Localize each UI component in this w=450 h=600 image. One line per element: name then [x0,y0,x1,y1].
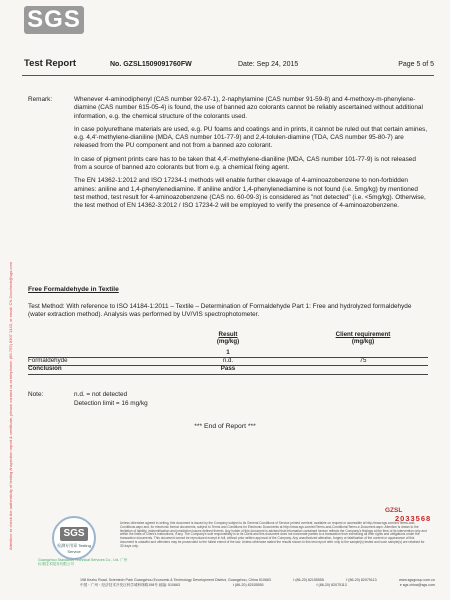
report-header [24,58,434,72]
sample-number: 1 [226,349,230,356]
page-number: Page 5 of 5 [398,61,434,68]
section-title: Free Formaldehyde in Textile [28,286,119,293]
footer-address-en: 198 Kezhu Road, Scientech Park Guangzhou Economic & Technology Development District, Guangzhou, China 510663 [80,578,271,582]
footer-fax: f (86-20) 82075113 [316,583,347,587]
footer-tel: t (86-20) 82155555 [293,578,324,582]
requirement-column-unit: (mg/kg) [351,338,375,345]
analyte-requirement: 75 [359,357,367,364]
table-rule [28,374,428,375]
note-line: n.d. = not detected [74,391,128,398]
footer-address-cn: 中国・广州・经济技术开发区科学城科珠路198号 邮编: 510663 [80,583,181,587]
remark-paragraph: In case polyurethane materials are used, e.g. PU foams and coatings and in prints, it cannot be ruled out that certain amines, e.g. 4,4'-methylene-dianiline (MDA, CAS number 101-77-9) and 2,4-tolulen-diamine (TDA, CAS number 95-80-7) are released from the PU component and not from a banned azo colorant. [74,125,428,150]
test-method-text: With reference to ISO 14184-1:2011 – Textile – Determination of Formaldehyde Part 1: Free and hydrolyzed formaldehyde (water extraction method). Analysis was performed by UV/VIS spectrophotometer. [28,303,412,319]
remark-paragraph: Whenever 4-aminodiphenyl (CAS number 92-67-1), 2-naphylamine (CAS number 91-59-8) and 4-methoxy-m-phenylene-diamine (CAS number 615-05-4) is found, the use of banned azo colorants cannot be reliably ascertained without additional information, e.g. the chemical structure of the colorants used. [74,96,423,120]
authenticity-notice: Attention: to check the authenticity of testing /inspection report & certificate, please contact us at telephone: (86-755) 8307 1443, or email: CN.Doccheck@sgs.com [8,262,13,550]
footer-tel: t (86-20) 82155555 [232,583,264,587]
result-column-unit: (mg/kg) [216,338,240,345]
analyte-result: n.d. [222,357,234,364]
report-number: No. GZSL1509091760FW [110,61,192,68]
note-label: Note: [28,391,44,398]
conclusion-label: Conclusion [28,365,62,372]
requirement-column-header: Client requirement [335,331,391,338]
end-of-report: *** End of Report *** [194,423,256,430]
test-method-label: Test Method: [28,303,65,310]
serial-prefix: GZSL [385,507,403,514]
test-method [28,303,428,319]
footer [80,578,435,588]
footer-fax: f (86-20) 82075113 [346,578,377,582]
results-table [28,331,428,373]
remark-label: Remark: [28,96,53,103]
footer-web: www.sgsgroup.com.cn [399,578,435,582]
seal-company-text: Guangzhou Standards Technical Services Co., Ltd. 广州标准技术服务有限公司 [38,558,128,566]
conclusion-value: Pass [220,365,236,372]
note-line: Detection limit = 16 mg/kg [74,400,148,407]
sgs-logo: SGS [24,6,84,34]
remark-paragraph: In case of pigment prints care has to be taken that 4,4'-methylene-dianiline (MDA, CAS number 101-77-9) is not released from a source of banned azo colorants but from e.g. a chemical fixing agent. [74,155,416,172]
note-section [28,390,428,408]
remark-body [74,96,428,211]
header-divider [22,75,434,76]
seal-caption: 检测专用章 Testing Service [57,543,91,554]
remark-paragraph: The EN 14362-1:2012 and ISO 17234-1 methods will enable further cleavage of 4-aminoazobenzene to non-forbidden amines: aniline and 1,4-phenylenediamine. If aniline and/or 1,4-phenylenediamine is not found (i.e. 5mg/kg) by mentioned test method, test result for 4-aminoazobenzene (CAS no. 60-09-3) is considered as "not detected" (i.e. <5mg/kg). Otherwise, the test method of EN 14362-3:2012 / ISO 17234-2 will be employed to verify the presence of 4-aminoazobenzene. [74,177,426,210]
report-title: Test Report [24,58,77,69]
analyte-name: Formaldehyde [28,357,68,364]
footer-email: e sgs.china@sgs.com [399,583,435,587]
serial-number: 2033568 [395,514,432,523]
remark-section [28,96,428,216]
conclusion-row [28,365,428,373]
table-row [28,357,428,365]
results-header-row [28,331,428,349]
report-date: Date: Sep 24, 2015 [238,61,299,68]
result-column-header: Result [218,331,238,338]
terms-fine-print: Unless otherwise agreed in writing, this document is issued by the Company subject to its General Conditions of Service printed overleaf, available on request or accessible at http://www.sgs.com/en/Terms-and-Conditions.aspx and, for electronic format documents, subject to Terms and Conditions for Electronic Documents at http://www.sgs.com/en/Terms-and-Conditions/Terms-e-Document.aspx. Attention is drawn to the limitation of liability, indemnification and jurisdiction issues defined therein. Any holder of this document is advised that information contained hereon reflects the Company's findings at the time of its intervention only and within the limits of Client's instructions, if any. The Company's sole responsibility is to its Client and this document does not exonerate parties to a transaction from exercising all their rights and obligations under the transaction documents. This document cannot be reproduced except in full, without prior written approval of the Company. Any unauthorized alteration, forgery or falsification of the content or appearance of this document is unlawful and offenders may be prosecuted to the fullest extent of the law. Unless otherwise stated the results shown in this test report refer only to the sample(s) tested and such sample(s) are retained for 30 days only. [120,521,427,548]
sample-number-row [28,349,428,357]
testing-seal [52,516,96,560]
seal-logo: SGS [60,527,88,541]
